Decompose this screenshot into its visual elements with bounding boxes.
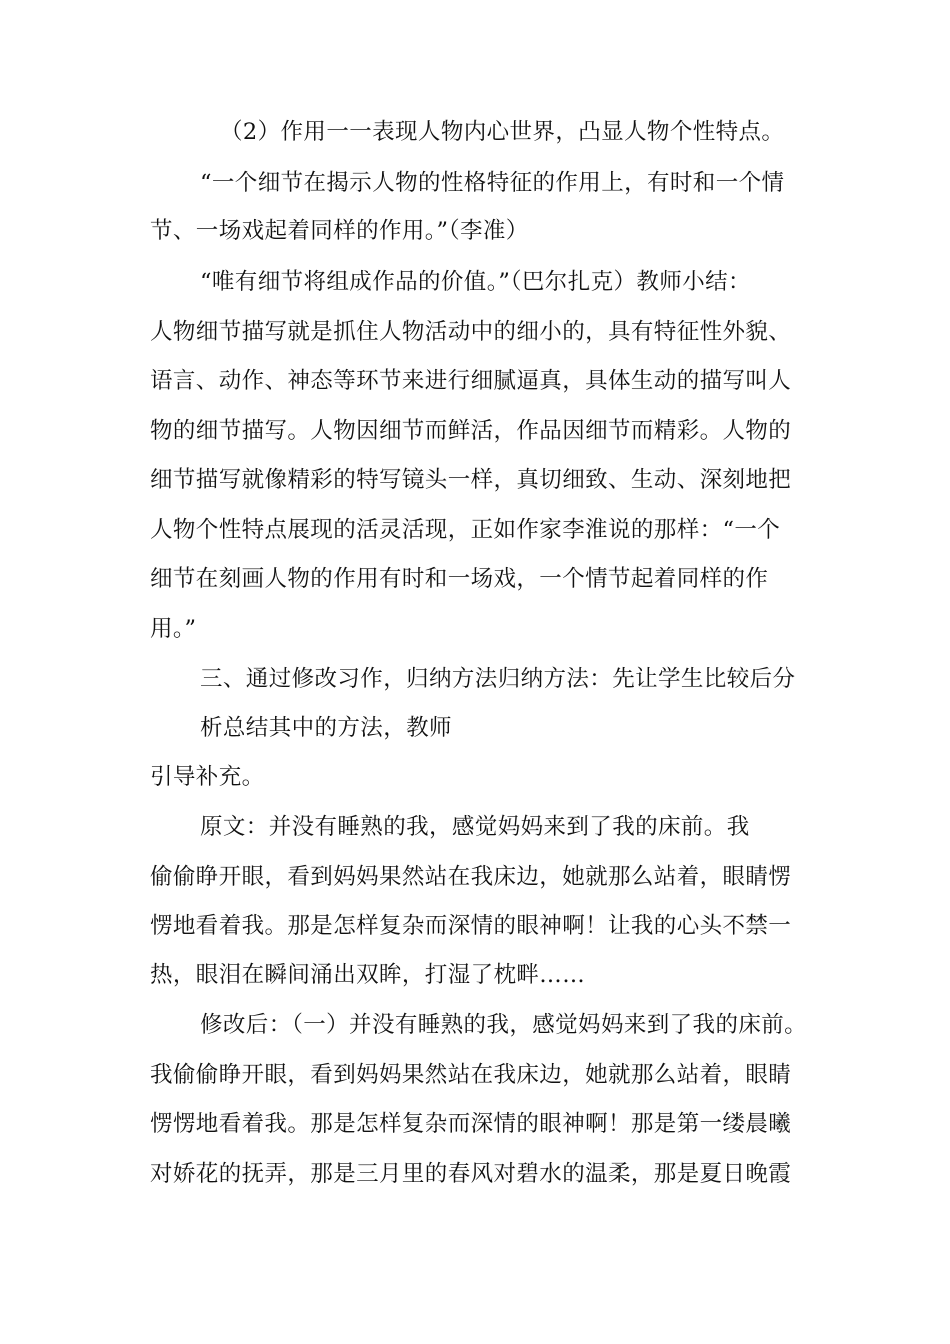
text-line-19: 修改后：（一）并没有睡熟的我，感觉妈妈来到了我的床前。 xyxy=(200,1012,808,1038)
text-line-18: 热，眼泪在瞬间涌出双眸，打湿了枕畔…… xyxy=(150,962,586,988)
text-line-2: “一个细节在揭示人物的性格特征的作用上，有时和一个情 xyxy=(200,170,785,196)
text-line-20: 我偷偷睁开眼，看到妈妈果然站在我床边，她就那么站着，眼睛 xyxy=(150,1062,792,1088)
text-line-12: 三、通过修改习作，归纳方法归纳方法：先让学生比较后分 xyxy=(200,666,796,692)
text-line-17: 愣地看着我。那是怎样复杂而深情的眼神啊！让我的心头不禁一 xyxy=(150,913,792,939)
text-line-9: 人物个性特点展现的活灵活现，正如作家李淮说的那样：“一个 xyxy=(150,517,781,543)
text-line-13: 析总结其中的方法，教师 xyxy=(200,715,452,741)
text-line-6: 语言、动作、神态等环节来进行细腻逼真，具体生动的描写叫人 xyxy=(150,368,792,394)
text-line-21: 愣愣地看着我。那是怎样复杂而深情的眼神啊！那是第一缕晨曦 xyxy=(150,1111,792,1137)
text-line-8: 细节描写就像精彩的特写镜头一样，真切细致、生动、深刻地把 xyxy=(150,467,792,493)
text-line-1: （2）作用一一表现人物内心世界，凸显人物个性特点。 xyxy=(220,119,785,145)
text-line-22: 对娇花的抚弄，那是三月里的春风对碧水的温柔，那是夏日晚霞 xyxy=(150,1161,792,1187)
text-line-14: 引导补充。 xyxy=(150,764,265,790)
text-line-7: 物的细节描写。人物因细节而鲜活，作品因细节而精彩。人物的 xyxy=(150,418,792,444)
text-line-4: “唯有细节将组成作品的价值。”（巴尔扎克）教师小结： xyxy=(200,269,751,295)
text-line-10: 细节在刻画人物的作用有时和一场戏，一个情节起着同样的作 xyxy=(150,566,769,592)
text-line-5: 人物细节描写就是抓住人物活动中的细小的，具有特征性外貌、 xyxy=(150,319,792,345)
text-line-15: 原文：并没有睡熟的我，感觉妈妈来到了我的床前。我 xyxy=(200,814,750,840)
text-line-11: 用。” xyxy=(150,616,197,642)
text-line-3: 节、一场戏起着同样的作用。”（李准） xyxy=(150,218,529,244)
text-line-16: 偷偷睁开眼，看到妈妈果然站在我床边，她就那么站着，眼睛愣 xyxy=(150,864,792,890)
